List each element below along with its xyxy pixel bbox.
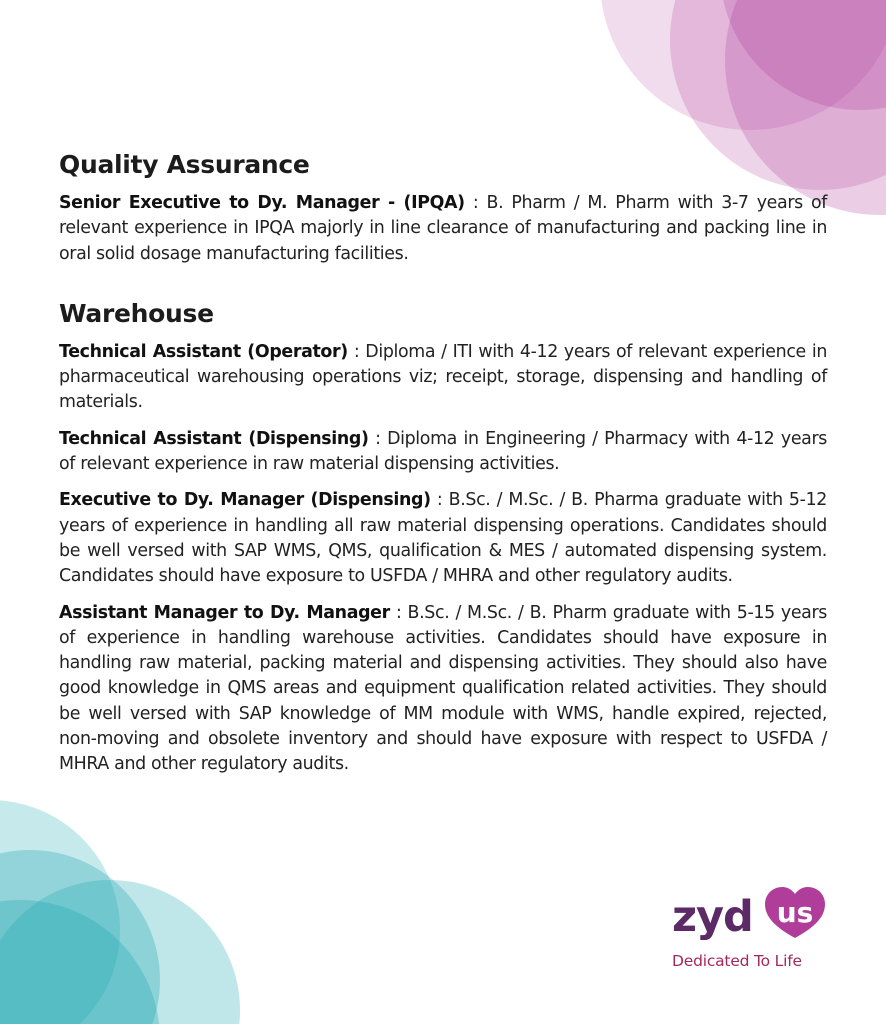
role-entry bbox=[59, 340, 827, 416]
role-description: : B.Sc. / M.Sc. / B. Pharma graduate with 5-12 years of experience in handling all raw material dispensing operations. Candidates should be well versed with SAP WMS, QMS, qualification & MES / automated dispensing system. Candidates should have exposure to USFDA / MHRA and other regulatory audits. bbox=[59, 490, 828, 587]
role-description: : Diploma in Engineering / Pharmacy with 4-12 years of relevant experience in raw material dispensing activities. bbox=[59, 428, 828, 475]
role-entry bbox=[59, 488, 827, 589]
role-title: Executive to Dy. Manager (Dispensing) bbox=[59, 490, 431, 511]
decorative-circles-bottom-left bbox=[0, 780, 260, 1024]
role-entry bbox=[59, 601, 827, 778]
job-listing-content bbox=[59, 150, 827, 789]
logo-heart-icon bbox=[763, 884, 827, 940]
section-title-quality-assurance: Quality Assurance bbox=[59, 150, 310, 179]
role-description: : B. Pharm / M. Pharm with 3-7 years of relevant experience in IPQA majorly in line clearance of manufacturing and packing line in oral solid dosage manufacturing facilities. bbox=[59, 193, 828, 264]
role-description: : Diploma / ITI with 4-12 years of relevant experience in pharmaceutical warehousing operations viz; receipt, storage, dispensing and handling of materials. bbox=[59, 341, 827, 413]
role-entry bbox=[59, 191, 827, 267]
role-entry bbox=[59, 427, 827, 478]
logo-tagline: Dedicated To Life bbox=[672, 952, 802, 970]
role-title: Senior Executive to Dy. Manager - (IPQA) bbox=[59, 193, 465, 213]
role-title: Technical Assistant (Operator) bbox=[59, 341, 348, 362]
role-title: Assistant Manager to Dy. Manager bbox=[59, 602, 390, 623]
logo-brand-text: zyd bbox=[672, 892, 753, 942]
logo-brand-us: us bbox=[776, 896, 814, 929]
zydus-logo bbox=[670, 880, 830, 975]
role-description: : B.Sc. / M.Sc. / B. Pharm graduate with 5-15 years of experience in handling warehouse activities. Candidates should have exposure in handling raw material, packing material and dispensing activities. They should also have good knowledge in QMS areas and equipment qualification related activities. They should be well versed with SAP knowledge of MM module with WMS, handle expired, rejected, non-moving and obsolete inventory and should have exposure with respect to USFDA / MHRA and other regulatory audits. bbox=[59, 602, 827, 775]
role-title: Technical Assistant (Dispensing) bbox=[59, 428, 369, 449]
section-title-warehouse: Warehouse bbox=[59, 298, 214, 328]
